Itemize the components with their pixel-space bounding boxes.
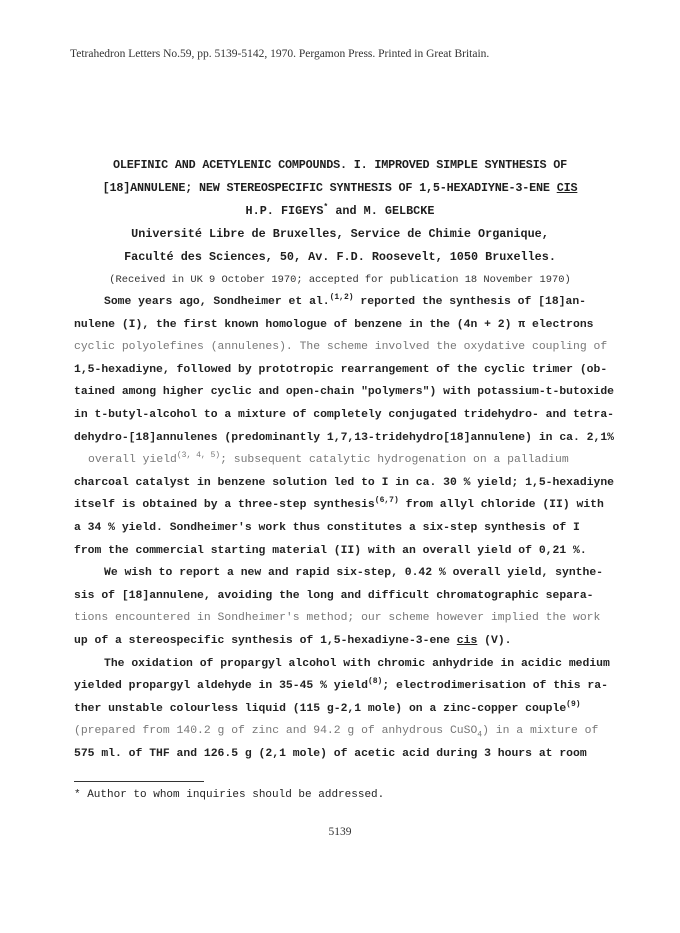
paragraph-3 [74,653,634,766]
p1-line: charcoal catalyst in benzene solution led to I in ca. 30 % yield; 1,5-hexadiyne [74,476,615,489]
p1-line [74,494,634,517]
p1-l8a: overall yield [88,454,177,467]
citation: (3, 4, 5) [176,451,221,461]
citation: (1,2) [329,293,354,303]
author-first: H.P. FIGEYS [245,204,324,218]
p2-l4b: (V). [477,634,512,647]
p3-subscript: 4 [477,730,483,740]
p2-line [74,630,634,653]
affiliation-line-1: Université Libre de Bruxelles, Service de Chimie Organique, [131,227,549,241]
p1-line: tained among higher cyclic and open-chain "polymers") with potassium-t-butoxide [74,386,615,399]
title-cis: CIS [556,181,578,195]
p2-line: sis of [18]annulene, avoiding the long and difficult chromatographic separa- [74,589,594,602]
p1-line [74,449,634,472]
p1-line: nulene (I), the first known homologue of benzene in the (4n + 2) π electrons [74,318,594,331]
p1-l10a: itself is obtained by a three-step synthesis [74,499,375,512]
title-line-2-text: [18]ANNULENE; NEW STEREOSPECIFIC SYNTHESIS OF 1,5-HEXADIYNE-3-ENE [102,181,557,195]
p1-line [74,291,634,314]
title-block [0,154,680,291]
p1-line: dehydro-[18]annulenes (predominantly 1,7,13-tridehydro[18]annulene) in ca. 2,1% [74,431,615,444]
paragraph-2 [74,562,634,652]
p3-line [74,698,634,721]
p3-line: 575 ml. of THF and 126.5 g (2,1 mole) of acetic acid during 3 hours at room [74,747,587,760]
p3-line: The oxidation of propargyl alcohol with chromic anhydride in acidic medium [104,657,610,670]
p3-l3a: ther unstable colourless liquid (115 g-2,1 mole) on a zinc-copper couple [74,702,567,715]
p3-l4a: (prepared from 140.2 g of zinc and 94.2 g of anhydrous CuSO [74,725,478,738]
p3-line [74,720,634,743]
p1-l1a: Some years ago, Sondheimer et al. [104,296,330,308]
p1-line: 1,5-hexadiyne, followed by prototropic rearrangement of the cyclic trimer (ob- [74,363,608,376]
citation: (9) [566,699,581,709]
article-body [74,291,634,765]
authors [0,200,680,223]
p1-l10b: from allyl chloride (II) with [398,499,604,512]
citation: (6,7) [374,496,399,506]
author-rest: and M. GELBCKE [328,204,435,218]
footnote-rule [74,781,204,782]
author-asterisk: * [323,203,329,213]
p2-line: tions encountered in Sondheimer's method; our scheme however implied the work [74,612,601,625]
p1-line: in t-butyl-alcohol to a mixture of completely conjugated tridehydro- and tetra- [74,408,615,421]
p2-cis: cis [456,634,478,647]
paragraph-1 [74,291,634,562]
footnote: * Author to whom inquiries should be addressed. [74,789,385,801]
p3-l2b: ; electrodimerisation of this ra- [382,680,608,693]
title-line-2 [0,177,680,200]
p1-line: from the commercial starting material (II) with an overall yield of 0,21 %. [74,544,587,557]
p2-line: We wish to report a new and rapid six-step, 0.42 % overall yield, synthe- [104,567,603,580]
p2-l4a: up of a stereospecific synthesis of 1,5-hexadiyne-3-ene [74,634,457,647]
p3-l2a: yielded propargyl aldehyde in 35-45 % yield [74,680,368,693]
title-line-1: OLEFINIC AND ACETYLENIC COMPOUNDS. I. IMPROVED SIMPLE SYNTHESIS OF [112,158,568,172]
p1-l1b: reported the synthesis of [18]an- [353,296,587,308]
received-dates: (Received in UK 9 October 1970; accepted for publication 18 November 1970) [109,274,571,286]
p1-line: cyclic polyolefines (annulenes). The scheme involved the oxydative coupling of [74,341,608,354]
page-number: 5139 [328,826,352,838]
journal-header: Tetrahedron Letters No.59, pp. 5139-5142, 1970. Pergamon Press. Printed in Great Britain. [70,48,490,60]
affiliation-line-2: Faculté des Sciences, 50, Av. F.D. Roosevelt, 1050 Bruxelles. [124,250,556,264]
citation: (8) [367,677,383,687]
p1-l8b: ; subsequent catalytic hydrogenation on a palladium [220,454,569,467]
p3-line [74,675,634,698]
p3-l4b: ) in a mixture of [482,725,599,738]
p1-line: a 34 % yield. Sondheimer's work thus constitutes a six-step synthesis of I [74,521,580,534]
